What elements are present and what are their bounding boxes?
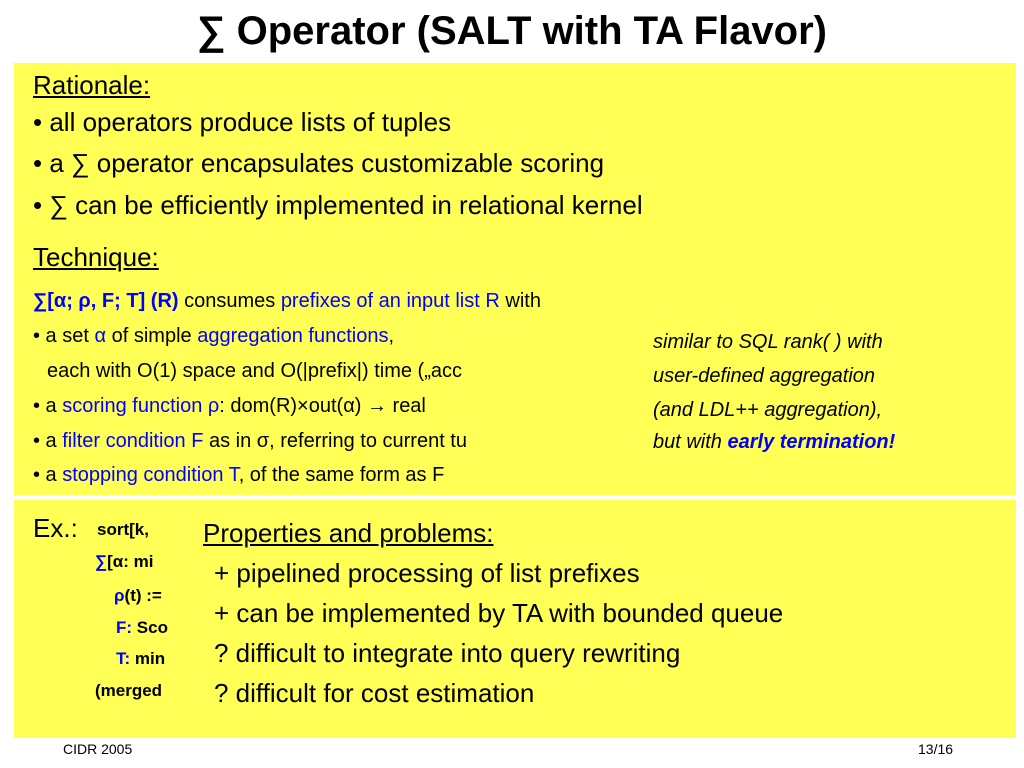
stopping-bullet (33, 464, 444, 487)
filter-bullet (33, 430, 467, 453)
operator-signature: ∑[α; ρ, F; T] (R) (33, 290, 179, 312)
rationale-bullet-3: • ∑ can be efficiently implemented in relational kernel (33, 190, 643, 220)
scoring-function-text: scoring function (62, 395, 203, 417)
note-but-with: but with (653, 431, 728, 453)
sigma-symbol: ∑ (95, 552, 108, 571)
example-line-6: (merged (95, 681, 163, 700)
example-line-1: sort[k, (97, 520, 149, 539)
properties-box (182, 504, 988, 732)
properties-heading: Properties and problems: (203, 518, 494, 548)
example-label: Ex.: (33, 513, 78, 543)
aggregation-bullet (33, 325, 394, 348)
complexity-line: each with O(1) space and O(|prefix|) time („acc (47, 360, 462, 382)
scoring-bullet (33, 395, 426, 418)
prefixes-text: prefixes of an input list R (280, 290, 500, 312)
property-item-1: + pipelined processing of list prefixes (214, 558, 640, 588)
stopping-condition-text: stopping condition T (62, 464, 239, 486)
rationale-bullet-2: • a ∑ operator encapsulates customizable scoring (33, 148, 605, 178)
property-item-2: + can be implemented by TA with bounded queue (214, 598, 784, 628)
example-line-5-text: min (130, 649, 166, 668)
stopping-rest-text: , of the same form as F (238, 464, 445, 486)
note-line-3: (and LDL++ aggregation), (653, 399, 883, 421)
with-text: with (499, 290, 541, 312)
comma-text: , (388, 325, 395, 347)
scoring-prefix: • a (33, 395, 63, 417)
example-line-3 (114, 586, 162, 606)
example-line-4 (116, 618, 168, 638)
footer-venue: CIDR 2005 (63, 741, 133, 757)
similar-to-sql-note (643, 325, 1005, 465)
rationale-heading: Rationale: (33, 70, 151, 100)
technique-heading: Technique: (33, 242, 159, 272)
note-line-2: user-defined aggregation (653, 365, 876, 387)
f-label: F: (116, 618, 133, 637)
example-line-2 (95, 552, 153, 572)
note-line-1: similar to SQL rank( ) with (653, 331, 883, 353)
property-item-4: ? difficult for cost estimation (214, 678, 535, 708)
rationale-bullet-1: • all operators produce lists of tuples (33, 107, 452, 137)
consumes-text: consumes (178, 290, 281, 312)
t-label: T: (116, 649, 131, 668)
technique-signature-line (33, 290, 541, 313)
slide-title: ∑ Operator (SALT with TA Flavor) (197, 9, 827, 53)
rho-symbol: ρ (202, 395, 220, 417)
example-line-2-text: [α: mi (107, 552, 154, 571)
filter-prefix: • a (33, 430, 63, 452)
property-item-3: ? difficult to integrate into query rewriting (214, 638, 681, 668)
example-line-5 (116, 649, 165, 669)
rho-t-symbol: ρ (114, 586, 125, 605)
filter-condition-text: filter condition F (62, 430, 204, 452)
stopping-prefix: • a (33, 464, 63, 486)
filter-rest-text: as in σ, referring to current tu (203, 430, 467, 452)
footer-page-number: 13/16 (918, 741, 954, 757)
example-line-4-text: Sco (132, 618, 168, 637)
alpha-symbol: α (94, 325, 107, 347)
note-line-4 (653, 431, 895, 454)
early-termination-text: early termination! (727, 431, 896, 453)
of-simple-text: of simple (106, 325, 198, 347)
example-line-3-text: (t) := (124, 586, 162, 605)
set-prefix-text: • a set (33, 325, 95, 347)
aggregation-functions-text: aggregation functions (197, 325, 389, 347)
scoring-signature: : dom(R)×out(α) → real (219, 395, 426, 417)
